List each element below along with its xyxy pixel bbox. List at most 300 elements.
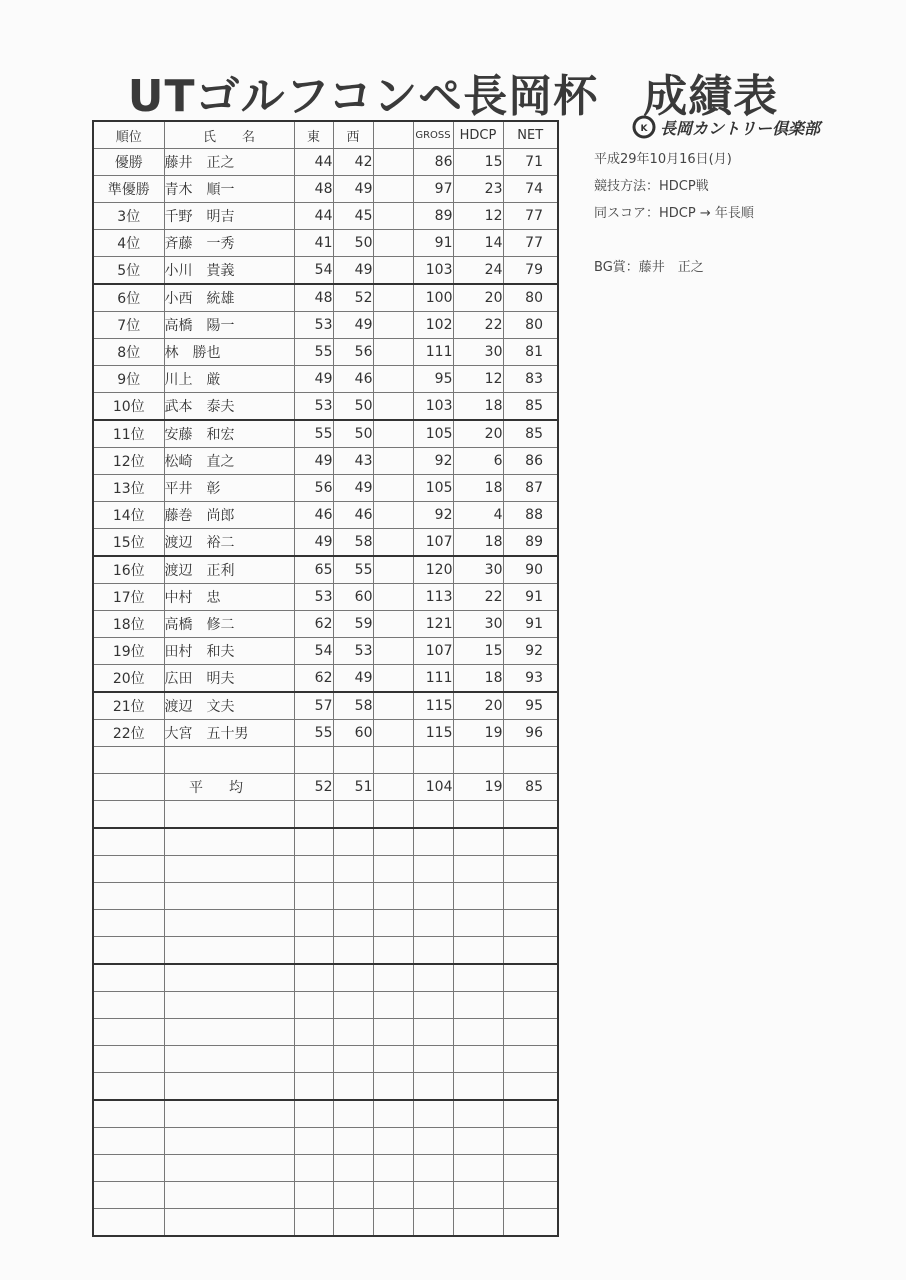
player-name-cell: 広田 明夫 [164,665,294,693]
empty-row [93,1209,558,1237]
table-row [93,611,558,638]
empty-cell [93,1073,164,1101]
competition-method: 競技方法：HDCP戦 [594,179,709,194]
empty-cell [373,937,413,965]
player-name-cell: 斉藤 一秀 [164,230,294,257]
net-cell: 86 [503,448,558,475]
blank-cell [373,257,413,285]
hdcp-cell: 30 [453,556,503,584]
table-row [93,339,558,366]
empty-row [93,801,558,829]
empty-cell [333,1209,373,1237]
blank-cell [373,556,413,584]
player-name-cell: 大宮 五十男 [164,720,294,747]
empty-cell [164,937,294,965]
empty-cell [453,910,503,937]
empty-cell [164,1019,294,1046]
empty-cell [164,1128,294,1155]
empty-cell [453,856,503,883]
hdcp-cell: 30 [453,339,503,366]
average-row [93,774,558,801]
hdcp-cell: 20 [453,284,503,312]
empty-cell [413,937,453,965]
empty-row [93,1019,558,1046]
empty-cell [93,992,164,1019]
empty-cell [93,1100,164,1128]
player-name-cell: 武本 泰夫 [164,393,294,421]
player-name-cell: 中村 忠 [164,584,294,611]
empty-cell [413,747,453,774]
player-name-cell: 高橋 修二 [164,611,294,638]
club-emblem-icon [632,115,656,139]
empty-cell [294,992,333,1019]
hdcp-cell: 18 [453,665,503,693]
empty-row [93,992,558,1019]
empty-cell [453,992,503,1019]
empty-cell [294,1046,333,1073]
hdcp-cell: 18 [453,529,503,557]
east-score-cell: 44 [294,203,333,230]
header-west: 西 [333,121,373,149]
empty-cell [333,964,373,992]
east-score-cell: 55 [294,339,333,366]
empty-cell [164,910,294,937]
east-score-cell: 55 [294,720,333,747]
empty-cell [413,1209,453,1237]
net-cell: 83 [503,366,558,393]
info-notes [594,150,894,285]
club-logo [632,114,822,140]
empty-cell [93,856,164,883]
empty-cell [164,801,294,829]
table-row [93,665,558,693]
gross-cell: 107 [413,529,453,557]
empty-cell [333,937,373,965]
empty-cell [93,964,164,992]
average-label: 平均 [164,774,294,801]
empty-cell [333,856,373,883]
empty-cell [294,1073,333,1101]
west-score-cell: 58 [333,692,373,720]
empty-cell [413,1155,453,1182]
rank-cell: 5位 [93,257,164,285]
empty-cell [333,883,373,910]
empty-row [93,1073,558,1101]
blank-cell [373,720,413,747]
hdcp-cell: 23 [453,176,503,203]
empty-row [93,910,558,937]
net-cell: 81 [503,339,558,366]
table-row [93,312,558,339]
hdcp-cell: 12 [453,366,503,393]
player-name-cell: 渡辺 裕二 [164,529,294,557]
empty-cell [294,883,333,910]
empty-cell [164,1046,294,1073]
empty-cell [333,910,373,937]
empty-cell [503,883,558,910]
empty-cell [453,937,503,965]
empty-cell [503,1128,558,1155]
empty-cell [453,964,503,992]
net-cell: 92 [503,638,558,665]
empty-cell [164,883,294,910]
blank-cell [373,420,413,448]
empty-cell [453,747,503,774]
rank-cell: 準優勝 [93,176,164,203]
empty-cell [164,1155,294,1182]
empty-cell [413,1182,453,1209]
table-row [93,638,558,665]
hdcp-cell: 12 [453,203,503,230]
hdcp-cell: 18 [453,475,503,502]
hdcp-cell: 6 [453,448,503,475]
rank-cell: 21位 [93,692,164,720]
net-cell: 95 [503,692,558,720]
empty-cell [503,856,558,883]
net-cell: 77 [503,230,558,257]
empty-cell [294,1019,333,1046]
empty-cell [413,910,453,937]
table-row [93,230,558,257]
gross-cell: 92 [413,448,453,475]
empty-cell [333,747,373,774]
hdcp-cell: 20 [453,692,503,720]
gross-cell: 111 [413,665,453,693]
gross-cell: 86 [413,149,453,176]
empty-cell [164,856,294,883]
rank-cell: 6位 [93,284,164,312]
gross-cell: 113 [413,584,453,611]
empty-cell [503,964,558,992]
empty-cell [373,1046,413,1073]
empty-cell [373,910,413,937]
hdcp-cell: 24 [453,257,503,285]
east-score-cell: 57 [294,692,333,720]
empty-cell [373,1155,413,1182]
empty-cell [333,992,373,1019]
west-score-cell: 56 [333,339,373,366]
gross-cell: 105 [413,475,453,502]
player-name-cell: 渡辺 正利 [164,556,294,584]
empty-cell [373,747,413,774]
average-west: 51 [333,774,373,801]
gross-cell: 95 [413,366,453,393]
empty-cell [333,1100,373,1128]
empty-cell [294,1128,333,1155]
empty-cell [333,828,373,856]
west-score-cell: 52 [333,284,373,312]
empty-cell [453,801,503,829]
net-cell: 93 [503,665,558,693]
rank-cell: 16位 [93,556,164,584]
rank-cell: 3位 [93,203,164,230]
hdcp-cell: 22 [453,584,503,611]
west-score-cell: 46 [333,366,373,393]
net-cell: 85 [503,420,558,448]
empty-cell [503,1046,558,1073]
west-score-cell: 60 [333,584,373,611]
empty-cell [93,828,164,856]
net-cell: 79 [503,257,558,285]
table-row [93,284,558,312]
east-score-cell: 62 [294,665,333,693]
west-score-cell: 49 [333,665,373,693]
rank-cell: 15位 [93,529,164,557]
blank-cell [373,203,413,230]
page-title: UTゴルフコンペ長岡杯 成績表 [127,71,779,122]
empty-cell [373,883,413,910]
table-row [93,692,558,720]
empty-cell [294,937,333,965]
west-score-cell: 49 [333,475,373,502]
blank-cell [373,638,413,665]
empty-cell [453,1209,503,1237]
west-score-cell: 55 [333,556,373,584]
empty-cell [164,1100,294,1128]
header-hdcp: HDCP [453,121,503,149]
empty-cell [294,964,333,992]
empty-cell [373,1019,413,1046]
player-name-cell: 川上 厳 [164,366,294,393]
gross-cell: 111 [413,339,453,366]
svg-text:K: K [640,124,648,134]
empty-cell [164,1209,294,1237]
empty-cell [373,1182,413,1209]
west-score-cell: 60 [333,720,373,747]
table-row [93,475,558,502]
blank-cell [373,230,413,257]
empty-cell [503,937,558,965]
net-cell: 88 [503,502,558,529]
empty-cell [503,992,558,1019]
tie-break-rule: 同スコア：HDCP → 年長順 [594,206,754,221]
average-hdcp: 19 [453,774,503,801]
gross-cell: 120 [413,556,453,584]
east-score-cell: 41 [294,230,333,257]
west-score-cell: 53 [333,638,373,665]
player-name-cell: 林 勝也 [164,339,294,366]
player-name-cell: 藤井 正之 [164,149,294,176]
hdcp-cell: 14 [453,230,503,257]
empty-cell [164,1073,294,1101]
net-cell: 71 [503,149,558,176]
empty-row [93,1046,558,1073]
header-blank [373,121,413,149]
empty-cell [164,1182,294,1209]
blank-cell [373,774,413,801]
table-row [93,176,558,203]
gross-cell: 103 [413,257,453,285]
player-name-cell: 田村 和夫 [164,638,294,665]
net-cell: 89 [503,529,558,557]
empty-cell [93,883,164,910]
rank-cell: 優勝 [93,149,164,176]
blank-cell [373,176,413,203]
gross-cell: 92 [413,502,453,529]
table-row [93,366,558,393]
east-score-cell: 53 [294,393,333,421]
empty-row [93,828,558,856]
blank-cell [373,584,413,611]
gross-cell: 103 [413,393,453,421]
results-table [92,120,559,1237]
empty-cell [503,801,558,829]
table-row [93,420,558,448]
blank-cell [373,692,413,720]
net-cell: 80 [503,312,558,339]
west-score-cell: 58 [333,529,373,557]
empty-cell [453,1073,503,1101]
empty-cell [453,1128,503,1155]
empty-cell [453,1046,503,1073]
west-score-cell: 50 [333,420,373,448]
empty-cell [373,856,413,883]
table-row [93,203,558,230]
west-score-cell: 50 [333,230,373,257]
event-date: 平成29年10月16日(月) [594,152,732,167]
hdcp-cell: 15 [453,638,503,665]
rank-cell: 7位 [93,312,164,339]
hdcp-cell: 4 [453,502,503,529]
blank-cell [373,475,413,502]
rank-cell: 10位 [93,393,164,421]
west-score-cell: 59 [333,611,373,638]
table-row [93,448,558,475]
rank-cell: 19位 [93,638,164,665]
empty-cell [373,828,413,856]
gross-cell: 105 [413,420,453,448]
hdcp-cell: 20 [453,420,503,448]
rank-cell: 11位 [93,420,164,448]
header-row [93,121,558,149]
east-score-cell: 53 [294,584,333,611]
player-name-cell: 千野 明吉 [164,203,294,230]
table-row [93,149,558,176]
header-name: 氏 名 [164,121,294,149]
empty-cell [294,910,333,937]
blank-cell [373,665,413,693]
net-cell: 74 [503,176,558,203]
hdcp-cell: 19 [453,720,503,747]
empty-row [93,883,558,910]
player-name-cell: 松崎 直之 [164,448,294,475]
empty-cell [413,1073,453,1101]
east-score-cell: 46 [294,502,333,529]
hdcp-cell: 22 [453,312,503,339]
empty-cell [453,1155,503,1182]
empty-cell [413,1046,453,1073]
net-cell: 85 [503,393,558,421]
blank-cell [373,529,413,557]
table-row [93,529,558,557]
empty-cell [93,1182,164,1209]
empty-cell [413,992,453,1019]
empty-cell [294,801,333,829]
empty-cell [373,1128,413,1155]
average-net: 85 [503,774,558,801]
empty-cell [294,828,333,856]
player-name-cell: 藤巻 尚郎 [164,502,294,529]
empty-cell [453,1019,503,1046]
west-score-cell: 49 [333,257,373,285]
empty-cell [93,1128,164,1155]
empty-cell [333,1128,373,1155]
empty-cell [93,1046,164,1073]
header-gross: GROSS [413,121,453,149]
gross-cell: 97 [413,176,453,203]
empty-cell [333,1019,373,1046]
west-score-cell: 42 [333,149,373,176]
rank-cell: 18位 [93,611,164,638]
empty-cell [413,1100,453,1128]
player-name-cell: 安藤 和宏 [164,420,294,448]
empty-cell [373,1100,413,1128]
table-row [93,720,558,747]
empty-cell [413,1128,453,1155]
player-name-cell: 渡辺 文夫 [164,692,294,720]
blank-cell [373,448,413,475]
east-score-cell: 44 [294,149,333,176]
empty-cell [93,1019,164,1046]
blank-cell [373,393,413,421]
table-row [93,556,558,584]
net-cell: 91 [503,584,558,611]
empty-cell [413,828,453,856]
rank-cell: 9位 [93,366,164,393]
empty-cell [294,1209,333,1237]
empty-cell [93,1155,164,1182]
empty-cell [294,1182,333,1209]
net-cell: 80 [503,284,558,312]
rank-cell: 22位 [93,720,164,747]
empty-cell [453,828,503,856]
empty-cell [413,964,453,992]
empty-cell [503,1073,558,1101]
empty-cell [164,964,294,992]
empty-cell [503,1100,558,1128]
rank-cell: 13位 [93,475,164,502]
player-name-cell: 青木 順一 [164,176,294,203]
blank-cell [373,312,413,339]
east-score-cell: 49 [294,366,333,393]
west-score-cell: 49 [333,312,373,339]
east-score-cell: 49 [294,529,333,557]
empty-cell [164,747,294,774]
east-score-cell: 49 [294,448,333,475]
net-cell: 87 [503,475,558,502]
blank-cell [373,366,413,393]
empty-cell [413,801,453,829]
empty-cell [503,910,558,937]
blank-cell [93,774,164,801]
gross-cell: 91 [413,230,453,257]
header-net: NET [503,121,558,149]
empty-cell [503,1182,558,1209]
table-row [93,393,558,421]
empty-cell [503,747,558,774]
blank-cell [373,149,413,176]
empty-cell [373,992,413,1019]
hdcp-cell: 15 [453,149,503,176]
empty-cell [373,801,413,829]
empty-cell [503,1209,558,1237]
empty-cell [503,1019,558,1046]
east-score-cell: 54 [294,638,333,665]
rank-cell: 20位 [93,665,164,693]
empty-cell [373,1073,413,1101]
gross-cell: 115 [413,720,453,747]
empty-cell [93,1209,164,1237]
